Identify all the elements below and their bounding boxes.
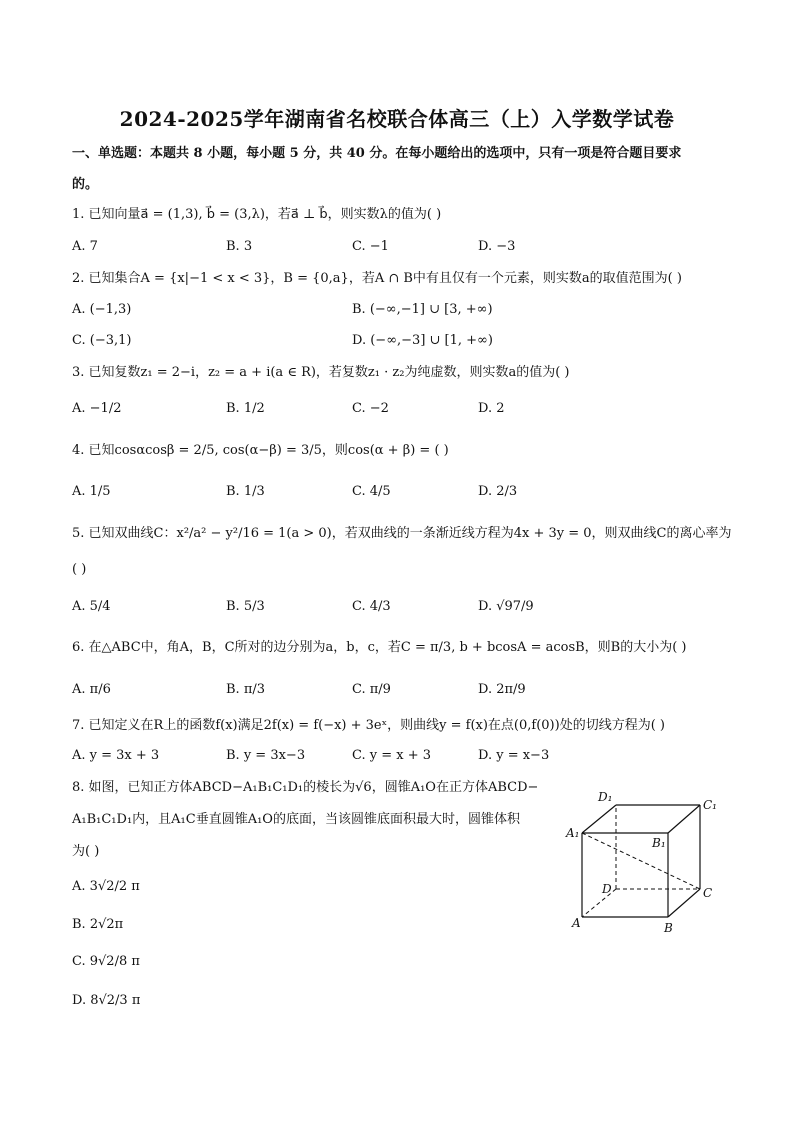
edge-a1-d1	[582, 805, 616, 833]
question-2-option-c: C. (−3,1)	[72, 333, 132, 348]
section-instructions-line1: 一、单选题：本题共 8 小题，每小题 5 分，共 40 分。在每小题给出的选项中，只有一项是符合题目要求	[72, 146, 682, 161]
question-4-stem: 4. 已知cosαcosβ = 2/5, cos(α−β) = 3/5，则cos(α + β) = ( )	[72, 443, 449, 458]
question-3-option-c: C. −2	[352, 401, 389, 416]
question-8-option-c: C. 9√2/8 π	[72, 954, 140, 969]
question-8-stem-line3: 为( )	[72, 844, 100, 859]
question-8-stem-line2: A₁B₁C₁D₁内，且A₁C垂直圆锥A₁O的底面，当该圆锥底面积最大时，圆锥体积	[72, 812, 520, 827]
question-8-option-a: A. 3√2/2 π	[72, 879, 140, 894]
question-6-option-c: C. π/9	[352, 682, 391, 697]
question-3-option-b: B. 1/2	[226, 401, 265, 416]
question-8-option-b: B. 2√2π	[72, 917, 124, 932]
label-b1: B₁	[652, 836, 666, 850]
question-8-stem-line1: 8. 如图，已知正方体ABCD−A₁B₁C₁D₁的棱长为√6，圆锥A₁O在正方体ABCD−	[72, 780, 539, 795]
question-3-stem: 3. 已知复数z₁ = 2−i，z₂ = a + i(a ∈ R)，若复数z₁ · z₂为纯虚数，则实数a的值为( )	[72, 365, 570, 380]
label-c1: C₁	[703, 798, 717, 812]
label-a1: A₁	[566, 826, 580, 840]
question-1-option-a: A. 7	[72, 239, 98, 254]
question-3-option-d: D. 2	[478, 401, 505, 416]
question-5-option-d: D. √97/9	[478, 599, 534, 614]
question-2-stem: 2. 已知集合A = {x|−1 < x < 3}，B = {0,a}，若A ∩ B中有且仅有一个元素，则实数a的取值范围为( )	[72, 271, 682, 286]
label-c: C	[703, 886, 713, 900]
section-instructions-line2: 的。	[72, 177, 99, 192]
question-4-option-a: A. 1/5	[72, 484, 111, 499]
label-b: B	[664, 921, 673, 935]
question-4-option-c: C. 4/5	[352, 484, 391, 499]
question-6-option-b: B. π/3	[226, 682, 266, 697]
question-5-stem-line2: ( )	[72, 562, 87, 577]
question-8-option-d: D. 8√2/3 π	[72, 993, 141, 1008]
question-1-option-c: C. −1	[352, 239, 389, 254]
question-7-option-c: C. y = x + 3	[352, 748, 432, 763]
question-2-option-d: D. (−∞,−3] ∪ [1, +∞)	[352, 333, 493, 348]
question-1-option-d: D. −3	[478, 239, 516, 254]
question-4-option-b: B. 1/3	[226, 484, 265, 499]
question-6-option-d: D. 2π/9	[478, 682, 526, 697]
cube-figure	[560, 785, 730, 935]
question-1-option-b: B. 3	[226, 239, 253, 254]
question-2-option-b: B. (−∞,−1] ∪ [3, +∞)	[352, 302, 493, 317]
question-6-stem: 6. 在△ABC中，角A，B，C所对的边分别为a，b，c，若C = π/3, b + bcosA = acosB，则B的大小为( )	[72, 640, 687, 655]
question-7-option-b: B. y = 3x−3	[226, 748, 306, 763]
question-7-option-d: D. y = x−3	[478, 748, 550, 763]
label-a: A	[572, 916, 581, 930]
page-title: 2024-2025学年湖南省名校联合体高三（上）入学数学试卷	[119, 107, 675, 131]
question-6-option-a: A. π/6	[72, 682, 111, 697]
label-d: D	[602, 882, 612, 896]
question-5-option-a: A. 5/4	[72, 599, 111, 614]
question-5-option-b: B. 5/3	[226, 599, 265, 614]
question-5-stem-line1: 5. 已知双曲线C：x²/a² − y²/16 = 1(a > 0)，若双曲线的一条渐近线方程为4x + 3y = 0，则双曲线C的离心率为	[72, 526, 732, 541]
question-3-option-a: A. −1/2	[72, 401, 122, 416]
question-7-option-a: A. y = 3x + 3	[72, 748, 160, 763]
question-7-stem: 7. 已知定义在R上的函数f(x)满足2f(x) = f(−x) + 3eˣ，则曲线y = f(x)在点(0,f(0))处的切线方程为( )	[72, 718, 665, 733]
label-d1: D₁	[598, 790, 613, 804]
diagonal-a1-c	[582, 833, 700, 889]
question-1-stem: 1. 已知向量a⃗ = (1,3), b⃗ = (3,λ)，若a⃗ ⊥ b⃗，则实数λ的值为( )	[72, 207, 442, 222]
question-4-option-d: D. 2/3	[478, 484, 518, 499]
edge-b1-c1	[668, 805, 700, 833]
question-5-option-c: C. 4/3	[352, 599, 391, 614]
edge-b-c	[668, 889, 700, 917]
question-2-option-a: A. (−1,3)	[72, 302, 132, 317]
